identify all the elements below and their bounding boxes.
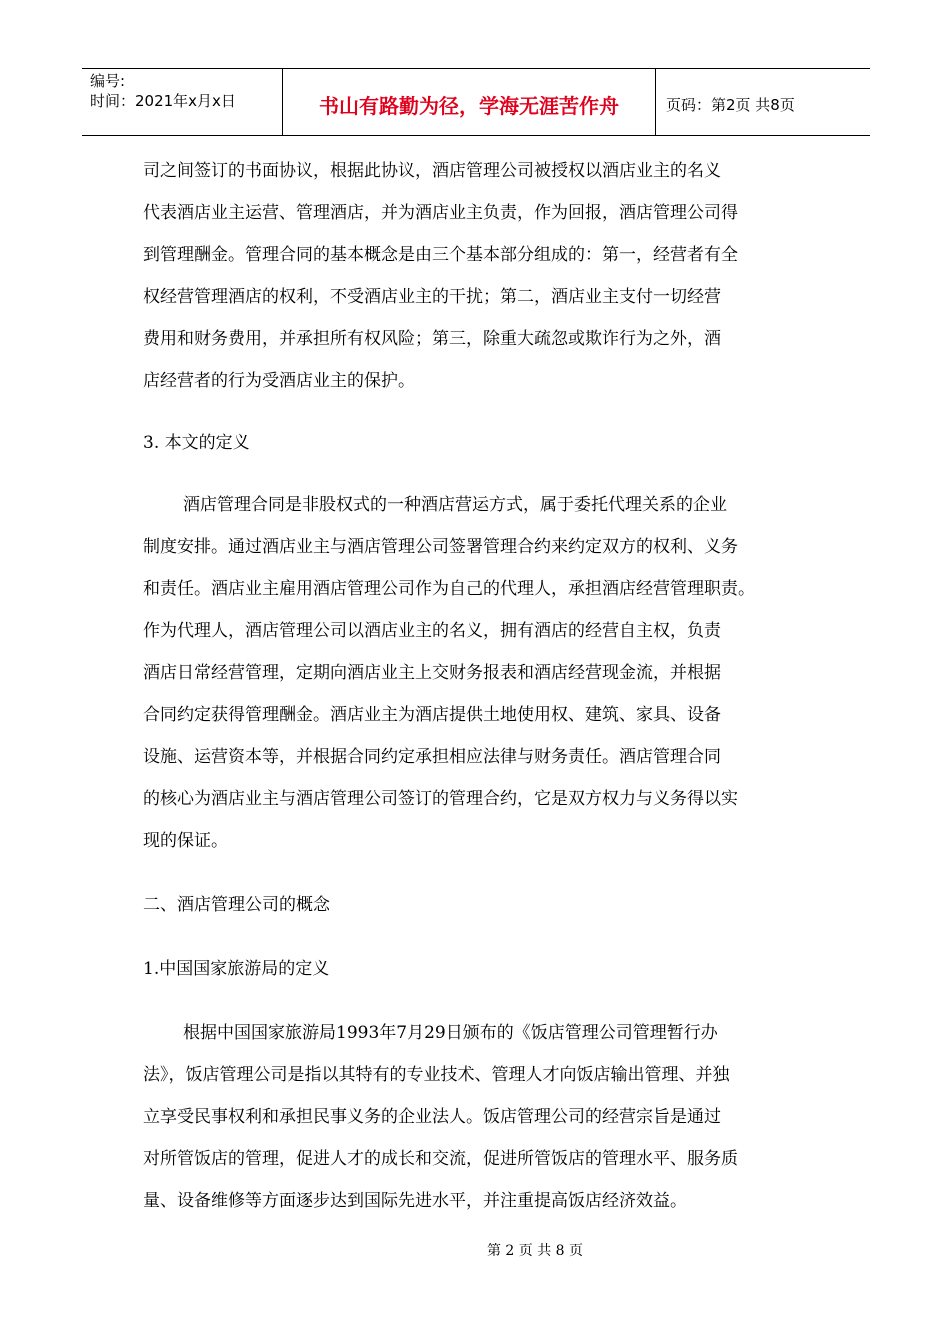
header-page-info: 页码：第2页 共8页	[666, 95, 795, 114]
text-line: 权经营管理酒店的权利，不受酒店业主的干扰；第二，酒店业主支付一切经营	[143, 287, 721, 307]
text-line: 法》，饭店管理公司是指以其特有的专业技术、管理人才向饭店输出管理、并独	[143, 1065, 730, 1085]
text-line: 作为代理人，酒店管理公司以酒店业主的名义，拥有酒店的经营自主权，负责	[143, 621, 721, 641]
text-line: 酒店管理合同是非股权式的一种酒店营运方式，属于委托代理关系的企业	[183, 495, 727, 515]
section-heading: 二、酒店管理公司的概念	[143, 895, 330, 915]
spacer	[143, 402, 823, 422]
text-line: 代表酒店业主运营、管理酒店，并为酒店业主负责，作为回报，酒店管理公司得	[143, 203, 738, 223]
paragraph-management-contract	[143, 150, 823, 402]
section-heading: 3. 本文的定义	[143, 433, 250, 453]
text-line: 司之间签订的书面协议，根据此协议，酒店管理公司被授权以酒店业主的名义	[143, 161, 721, 181]
document-body	[143, 150, 823, 1222]
text-line: 立享受民事权利和承担民事义务的企业法人。饭店管理公司的经营宗旨是通过	[143, 1107, 721, 1127]
text-line: 对所管饭店的管理，促进人才的成长和交流，促进所管饭店的管理水平、服务质	[143, 1149, 738, 1169]
text-line: 到管理酬金。管理合同的基本概念是由三个基本部分组成的：第一，经营者有全	[143, 245, 738, 265]
document-number-label: 编号:	[90, 72, 126, 90]
spacer	[143, 926, 823, 948]
text-line: 根据中国国家旅游局1993年7月29日颁布的《饭店管理公司管理暂行办	[183, 1023, 718, 1043]
page-footer: 第 2 页 共 8 页	[486, 1243, 584, 1259]
spacer	[143, 862, 823, 884]
page-header	[82, 68, 870, 136]
text-line: 设施、运营资本等，并根据合同约定承担相应法律与财务责任。酒店管理合同	[143, 747, 721, 767]
text-line: 酒店日常经营管理，定期向酒店业主上交财务报表和酒店经营现金流，并根据	[143, 663, 721, 683]
text-line: 费用和财务费用，并承担所有权风险；第三，除重大疏忽或欺诈行为之外，酒	[143, 329, 721, 349]
spacer	[143, 990, 823, 1012]
text-line: 的核心为酒店业主与酒店管理公司签订的管理合约，它是双方权力与义务得以实	[143, 789, 738, 809]
section-heading: 1.中国国家旅游局的定义	[143, 959, 330, 979]
paragraph-tourism-bureau	[143, 1012, 823, 1222]
text-line: 合同约定获得管理酬金。酒店业主为酒店提供土地使用权、建筑、家具、设备	[143, 705, 721, 725]
paragraph-definition	[143, 484, 823, 862]
text-line: 店经营者的行为受酒店业主的保护。	[143, 371, 415, 391]
text-line: 制度安排。通过酒店业主与酒店管理公司签署管理合约来约定双方的权利、义务	[143, 537, 738, 557]
header-meta	[82, 69, 283, 135]
text-line: 现的保证。	[143, 831, 228, 851]
text-line: 量、设备维修等方面逐步达到国际先进水平，并注重提高饭店经济效益。	[143, 1191, 687, 1211]
text-line: 和责任。酒店业主雇用酒店管理公司作为自己的代理人，承担酒店经营管理职责。	[143, 579, 755, 599]
spacer	[143, 464, 823, 484]
header-motto: 书山有路勤为径，学海无涯苦作舟	[283, 69, 656, 135]
document-time-label: 时间：2021年x月x日	[90, 92, 236, 110]
